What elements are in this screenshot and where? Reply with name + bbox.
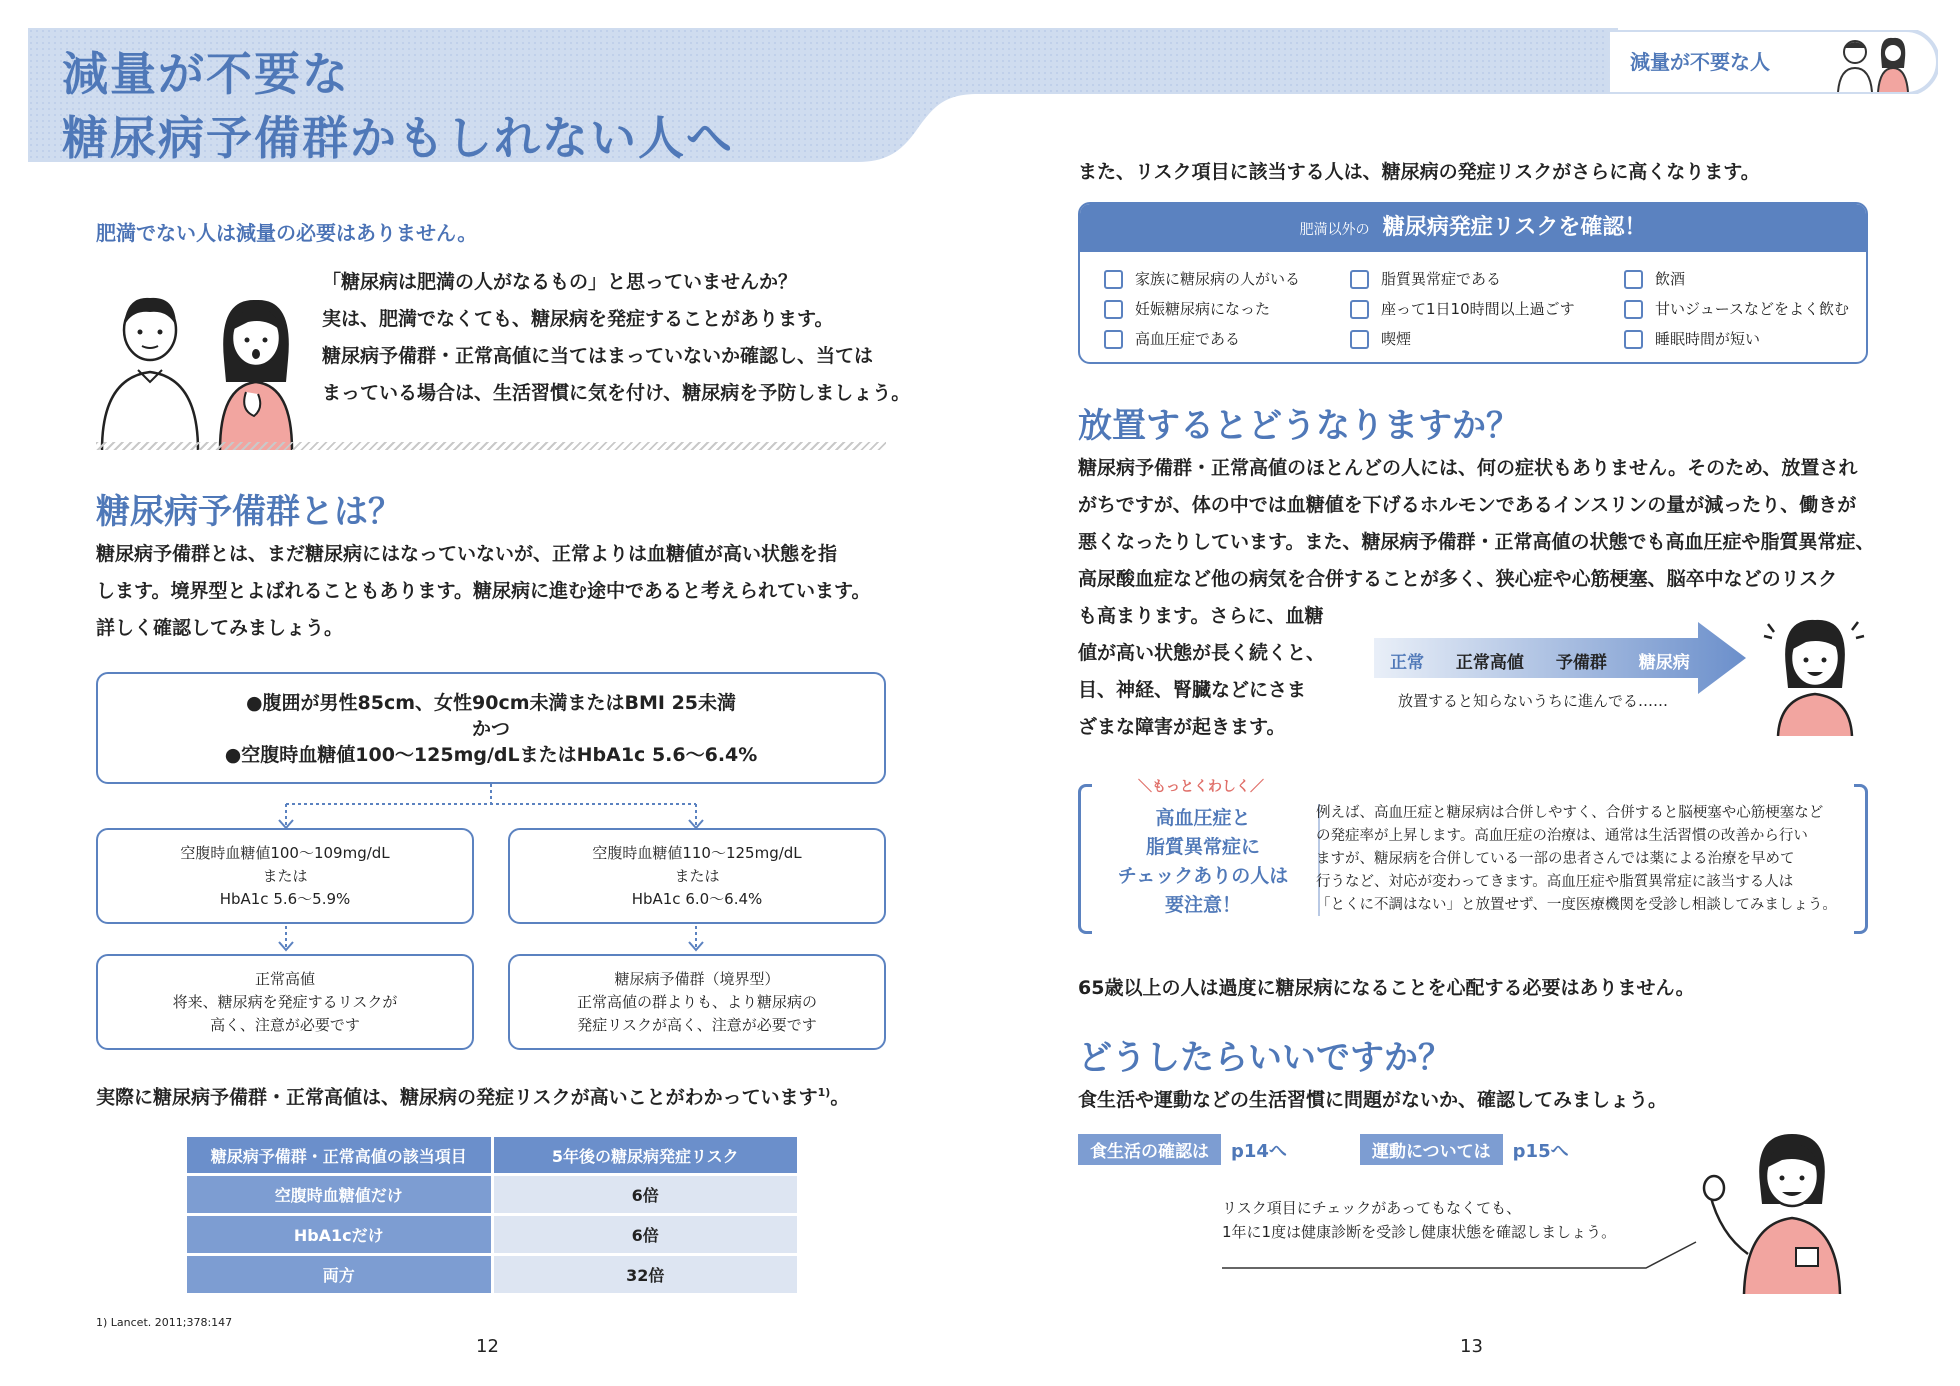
- description-line: 糖尿病予備群とは、まだ糖尿病にはなっていないが、正常よりは血糖値が高い状態を指: [96, 543, 838, 565]
- intro-line: まっている場合は、生活習慣に気を付け、糖尿病を予防しましょう。: [322, 382, 911, 404]
- criteria-line: かつ: [471, 718, 510, 740]
- more-text-line: 例えば、高血圧症と糖尿病は合併しやすく、合併すると脳梗塞や心筋梗塞など: [1316, 805, 1824, 821]
- intro-line: 実は、肥満でなくても、糖尿病を発症することがあります。: [322, 308, 834, 330]
- link-diet-label[interactable]: 食生活の確認は: [1078, 1134, 1221, 1165]
- section-title-prediabetes: 糖尿病予備群とは？: [96, 492, 402, 532]
- man-woman-illustration: [98, 290, 308, 450]
- right-intro: また、リスク項目に該当する人は、糖尿病の発症リスクがさらに高くなります。: [1078, 161, 1760, 183]
- checklist-item[interactable]: [1350, 294, 1624, 324]
- page-number-left: 12: [476, 1336, 499, 1357]
- nurse-illustration: [1700, 1124, 1870, 1294]
- page-title: [62, 42, 734, 170]
- neglect-line: 高尿酸血症など他の病気を合併することが多く、狭心症や心筋梗塞、脳卒中などのリスク: [1078, 568, 1838, 590]
- table-row: [187, 1176, 797, 1213]
- prediabetes-description: [96, 536, 870, 647]
- checklist-column: [1104, 264, 1350, 354]
- more-badge-label: もっとくわしく: [1152, 779, 1250, 795]
- criteria-box: [96, 672, 886, 784]
- more-title-line: 脂質異常症に: [1145, 836, 1260, 858]
- speech-underline: [1216, 1236, 1716, 1272]
- result-line: 発症リスクが高く、注意が必要です: [577, 1016, 817, 1034]
- more-title-line: 高血圧症と: [1155, 807, 1251, 829]
- more-badge: ＼もっとくわしく／: [1138, 779, 1264, 795]
- table-row: [187, 1216, 797, 1253]
- stage-diabetes: 糖尿病: [1638, 653, 1690, 673]
- result-line: 正常高値の群よりも、より糖尿病の: [576, 993, 817, 1011]
- checklist-item-label: 脂質異常症である: [1381, 270, 1502, 288]
- elderly-note: 65歳以上の人は過度に糖尿病になることを心配する必要はありません。: [1078, 977, 1695, 999]
- page-title-line2: 糖尿病予備群かもしれない人へ: [62, 111, 734, 165]
- what-to-do-text: 食生活や運動などの生活習慣に問題がないか、確認してみましょう。: [1078, 1089, 1668, 1111]
- risk-table-header: [187, 1137, 797, 1173]
- bracket-left: [1078, 784, 1092, 934]
- result-line: 将来、糖尿病を発症するリスクが: [172, 993, 398, 1011]
- checklist-item[interactable]: [1104, 324, 1350, 354]
- checklist-item-label: 甘いジュースなどをよく飲む: [1655, 300, 1849, 318]
- stage-prediabetes: 予備群: [1555, 653, 1607, 673]
- neglect-line: ざまな障害が起きます。: [1078, 716, 1286, 738]
- checklist-item[interactable]: [1350, 264, 1624, 294]
- page-title-line1: 減量が不要な: [62, 47, 350, 101]
- more-text-line: 「とくに不調はない」と放置せず、一度医療機関を受診し相談してみましょう。: [1316, 897, 1837, 913]
- result-line: 正常高値: [254, 970, 315, 988]
- risk-item: 両方: [187, 1256, 491, 1293]
- neglect-line: 値が高い状態が長く続くと、: [1078, 642, 1326, 664]
- link-exercise[interactable]: [1360, 1134, 1569, 1165]
- flow-connector: [96, 784, 886, 832]
- checklist-item-label: 座って1日10時間以上過ごす: [1381, 300, 1575, 318]
- intro-text: [322, 264, 910, 412]
- criteria-line: ●腹囲が男性85cm、女性90cm未満またはBMI 25未満: [245, 692, 737, 714]
- checklist-column: [1350, 264, 1624, 354]
- risk-statement: [96, 1074, 849, 1116]
- risk-value: 6倍: [494, 1176, 798, 1213]
- more-title-line: チェックありの人は: [1117, 865, 1289, 887]
- checklist-item-label: 睡眠時間が短い: [1655, 330, 1761, 348]
- stage-normal: 正常: [1390, 653, 1424, 673]
- checkbox[interactable]: [1624, 300, 1643, 319]
- risk-table-header-risk: 5年後の糖尿病発症リスク: [494, 1137, 798, 1173]
- people-icon: [1830, 34, 1920, 92]
- neglect-line: 目、神経、腎臓などにさま: [1078, 679, 1307, 701]
- result-box-prediabetes: [508, 954, 886, 1050]
- more-text: [1316, 802, 1837, 917]
- neglect-line: 糖尿病予備群・正常高値のほとんどの人には、何の症状もありません。そのため、放置され: [1078, 457, 1858, 479]
- description-line: 詳しく確認してみましょう。: [96, 617, 344, 639]
- worried-woman-illustration: [1760, 608, 1870, 736]
- branch-line: HbA1c 6.0〜6.4%: [631, 890, 763, 908]
- checklist-item[interactable]: [1350, 324, 1624, 354]
- link-exercise-label[interactable]: 運動については: [1360, 1134, 1503, 1165]
- section-title-what-to-do: どうしたらいいですか？: [1078, 1038, 1452, 1078]
- link-exercise-page[interactable]: p15へ: [1512, 1141, 1569, 1162]
- risk-statement-end: 。: [830, 1086, 850, 1109]
- checkbox[interactable]: [1350, 270, 1369, 289]
- section-tab-label: 減量が不要な人: [1630, 50, 1770, 74]
- more-info-box: [1078, 779, 1868, 936]
- branch-line: HbA1c 5.6〜5.9%: [219, 890, 351, 908]
- checklist-item[interactable]: [1624, 294, 1849, 324]
- branch-box-prediabetes: [508, 828, 886, 924]
- bracket-right: [1854, 784, 1868, 934]
- branch-line: 空腹時血糖値100〜109mg/dL: [180, 844, 390, 862]
- speech-line: リスク項目にチェックがあってもなくても、: [1222, 1199, 1522, 1217]
- checklist-title-large: 糖尿病発症リスクを確認！: [1382, 215, 1647, 240]
- more-text-line: の発症率が上昇します。高血圧症の治療は、通常は生活習慣の改善から行い: [1316, 828, 1808, 844]
- criteria-line: ●空腹時血糖値100〜125mg/dLまたはHbA1c 5.6〜6.4%: [224, 744, 758, 766]
- checklist-item-label: 高血圧症である: [1135, 330, 1241, 348]
- result-box-normal-high: [96, 954, 474, 1050]
- flow-arrows: [96, 924, 886, 954]
- result-line: 高く、注意が必要です: [210, 1016, 360, 1034]
- branch-line: または: [262, 867, 308, 885]
- branch-line: または: [674, 867, 720, 885]
- checkbox[interactable]: [1104, 270, 1123, 289]
- more-title-line: 要注意！: [1164, 894, 1241, 916]
- risk-statement-text: 実際に糖尿病予備群・正常高値は、糖尿病の発症リスクが高いことがわかっています: [96, 1086, 818, 1109]
- checklist-item-label: 喫煙: [1381, 330, 1412, 348]
- page-number-right: 13: [1460, 1336, 1483, 1357]
- more-text-line: 行うなど、対応が変わってきます。高血圧症や脂質異常症に該当する人は: [1316, 874, 1794, 890]
- checklist-item-label: 妊娠糖尿病になった: [1135, 300, 1271, 318]
- neglect-line: も高まります。さらに、血糖: [1078, 605, 1324, 627]
- checkbox[interactable]: [1350, 300, 1369, 319]
- checklist-item[interactable]: [1624, 324, 1849, 354]
- link-diet-page[interactable]: p14へ: [1231, 1141, 1287, 1162]
- risk-table: [184, 1134, 800, 1296]
- more-text-line: ますが、糖尿病を合併している一部の患者さんでは薬による治療を早めて: [1316, 851, 1795, 867]
- speech-line: 1年に1度は健康診断を受診し健康状態を確認しましょう。: [1222, 1223, 1617, 1241]
- checkbox[interactable]: [1104, 300, 1123, 319]
- intro-line: 「糖尿病は肥満の人がなるもの」と思っていませんか？: [322, 271, 798, 293]
- checkbox[interactable]: [1624, 270, 1643, 289]
- checklist-item[interactable]: [1104, 294, 1350, 324]
- risk-checklist: [1078, 202, 1868, 364]
- checkbox[interactable]: [1350, 330, 1369, 349]
- risk-item: HbA1cだけ: [187, 1216, 491, 1253]
- checklist-item-label: 飲酒: [1655, 270, 1686, 288]
- stage-normal-high: 正常高値: [1455, 653, 1524, 673]
- branch-line: 空腹時血糖値110〜125mg/dL: [592, 844, 802, 862]
- description-line: します。境界型とよばれることもあります。糖尿病に進む途中であると考えられています。: [96, 580, 871, 602]
- checklist-title-small: 肥満以外の: [1299, 222, 1370, 238]
- section-title-neglect: 放置するとどうなりますか？: [1078, 406, 1520, 446]
- link-diet[interactable]: [1078, 1134, 1287, 1165]
- progress-stages: [1390, 648, 1690, 673]
- checklist-item[interactable]: [1624, 264, 1849, 294]
- risk-value: 6倍: [494, 1216, 798, 1253]
- progress-caption: 放置すると知らないうちに進んでる……: [1398, 692, 1669, 710]
- checklist-item[interactable]: [1104, 264, 1350, 294]
- result-line: 糖尿病予備群（境界型）: [614, 970, 780, 988]
- checkbox[interactable]: [1104, 330, 1123, 349]
- checklist-header: [1080, 204, 1866, 252]
- table-row: [187, 1256, 797, 1293]
- branch-box-normal-high: [96, 828, 474, 924]
- risk-item: 空腹時血糖値だけ: [187, 1176, 491, 1213]
- hatched-divider: [96, 442, 886, 450]
- more-title: [1098, 804, 1308, 920]
- risk-table-header-item: 糖尿病予備群・正常高値の該当項目: [187, 1137, 491, 1173]
- neglect-line: がちですが、体の中では血糖値を下げるホルモンであるインスリンの量が減ったり、働きが: [1078, 494, 1857, 516]
- footnote: 1) Lancet. 2011;378:147: [96, 1316, 233, 1329]
- lead-heading: 肥満でない人は減量の必要はありません。: [96, 221, 478, 245]
- checkbox[interactable]: [1624, 330, 1643, 349]
- risk-value: 32倍: [494, 1256, 798, 1293]
- neglect-line: 悪くなったりしています。また、糖尿病予備群・正常高値の状態でも高血圧症や脂質異常症、: [1078, 531, 1875, 553]
- risk-statement-ref: 1): [817, 1086, 831, 1099]
- checklist-columns: [1080, 252, 1866, 354]
- checklist-column: [1624, 264, 1849, 354]
- checklist-item-label: 家族に糖尿病の人がいる: [1135, 270, 1301, 288]
- intro-line: 糖尿病予備群・正常高値に当てはまっていないか確認し、当ては: [322, 345, 874, 367]
